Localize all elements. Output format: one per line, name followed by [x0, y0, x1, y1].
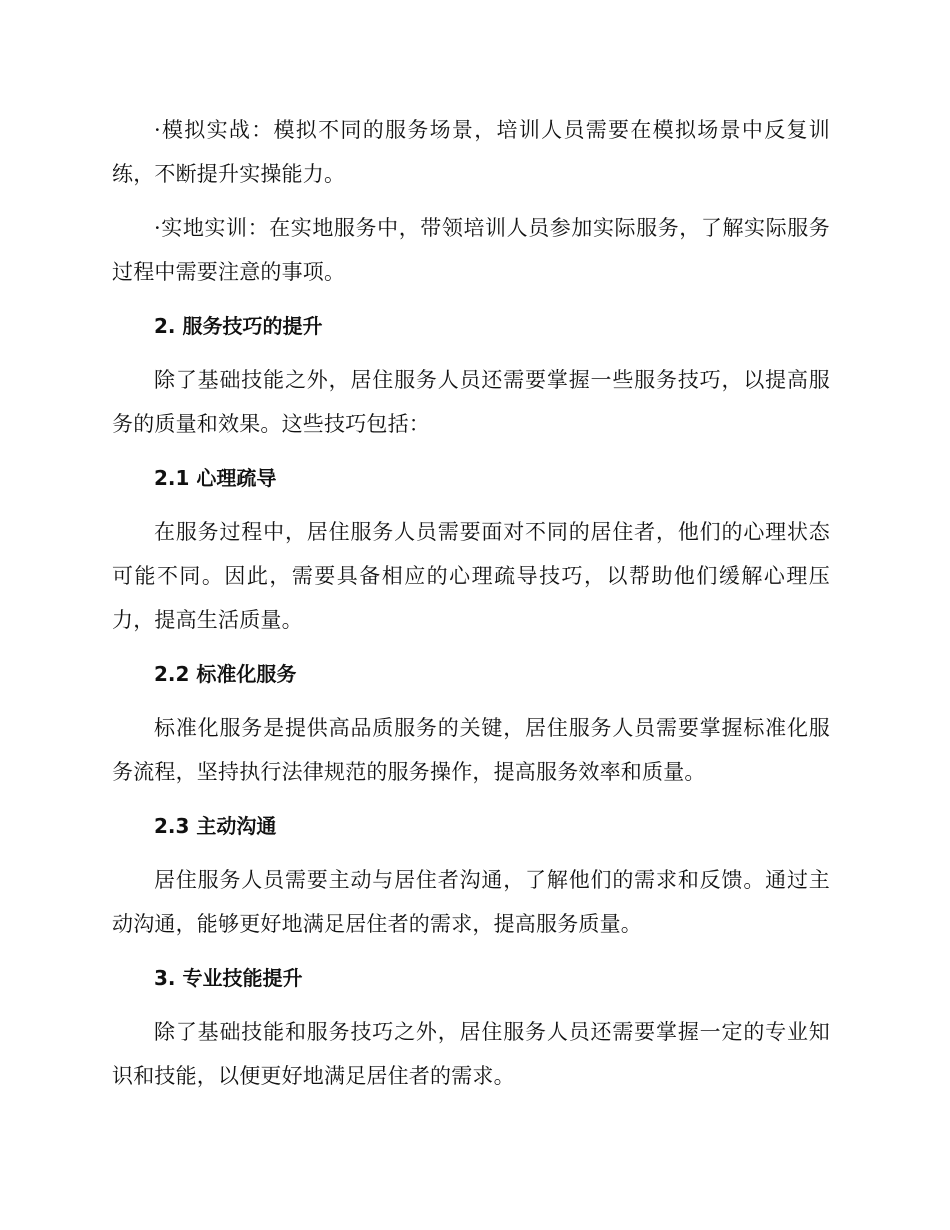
heading-service-skills: 2. 服务技巧的提升 [154, 314, 323, 338]
heading-active-communication: 2.3 主动沟通 [154, 814, 277, 838]
paragraph-psychological-counseling: 在服务过程中，居住服务人员需要面对不同的居住者，他们的心理状态可能不同。因此，需要具备相应的心理疏导技巧，以帮助他们缓解心理压力，提高生活质量。 [112, 520, 830, 632]
paragraph-service-skills-intro: 除了基础技能之外，居住服务人员还需要掌握一些服务技巧，以提高服务的质量和效果。这些技巧包括： [112, 368, 830, 436]
heading-psychological-counseling: 2.1 心理疏导 [154, 466, 277, 490]
paragraph-standardized-service: 标准化服务是提供高品质服务的关键，居住服务人员需要掌握标准化服务流程，坚持执行法律规范的服务操作，提高服务效率和质量。 [112, 716, 830, 784]
paragraph-simulation-practice: ·模拟实战：模拟不同的服务场景，培训人员需要在模拟场景中反复训练，不断提升实操能力。 [112, 118, 830, 186]
heading-professional-skills: 3. 专业技能提升 [154, 966, 303, 990]
paragraph-professional-skills: 除了基础技能和服务技巧之外，居住服务人员还需要掌握一定的专业知识和技能，以便更好地满足居住者的需求。 [112, 1020, 830, 1088]
heading-standardized-service: 2.2 标准化服务 [154, 662, 297, 686]
paragraph-active-communication: 居住服务人员需要主动与居住者沟通，了解他们的需求和反馈。通过主动沟通，能够更好地满足居住者的需求，提高服务质量。 [112, 868, 830, 936]
paragraph-field-training: ·实地实训：在实地服务中，带领培训人员参加实际服务，了解实际服务过程中需要注意的事项。 [112, 216, 830, 284]
